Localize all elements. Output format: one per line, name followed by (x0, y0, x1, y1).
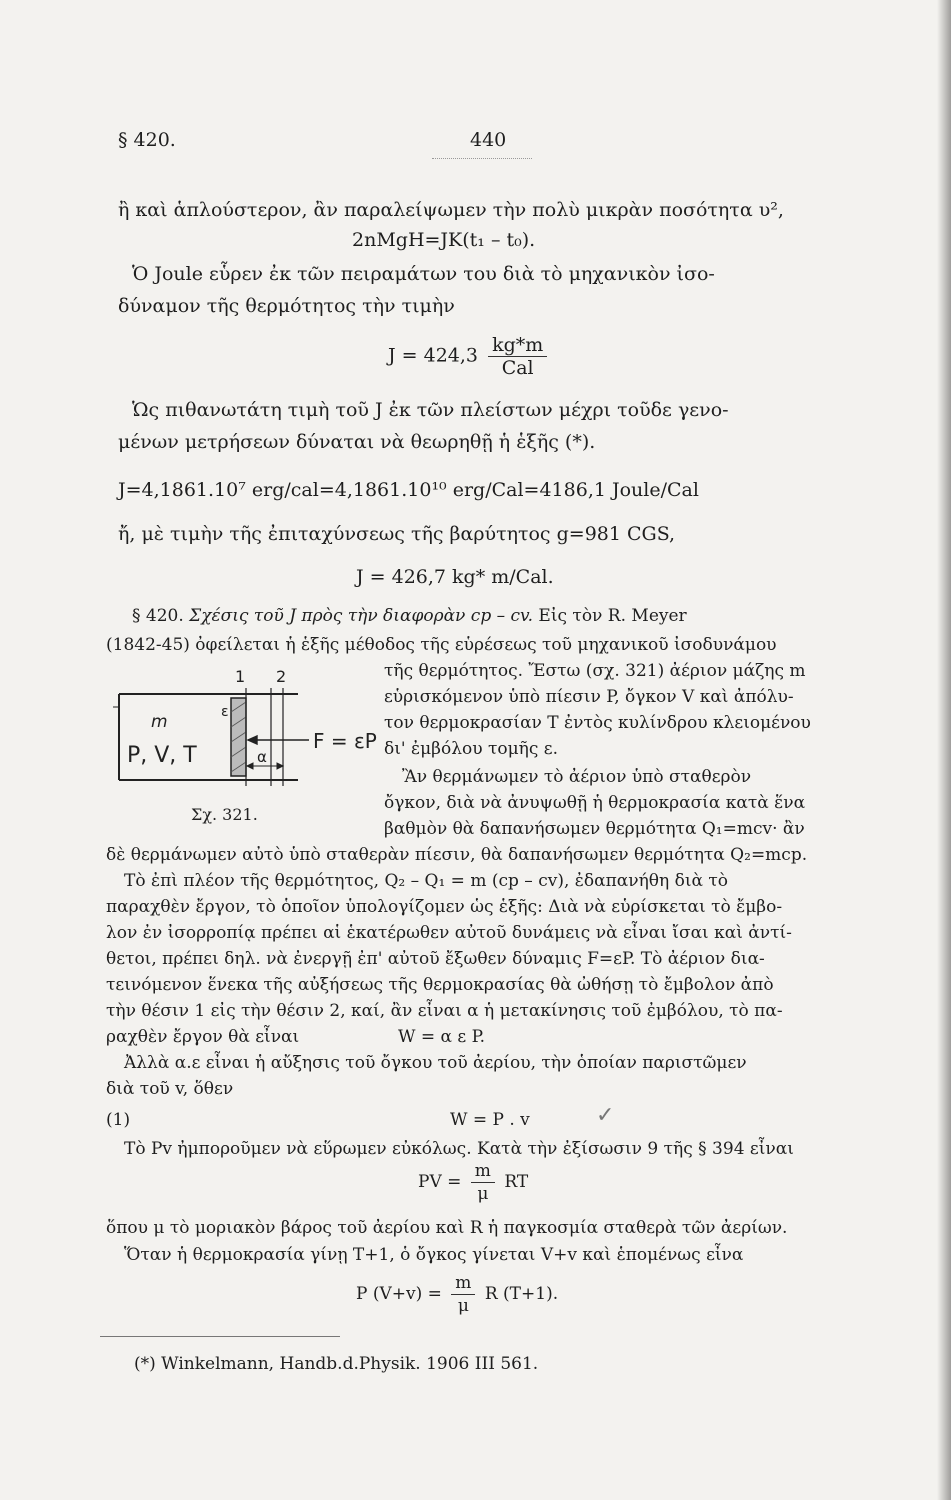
position-label-1: 1 (235, 667, 246, 686)
body-line: λον ἐν ἰσορροπίᾳ πρέπει αἱ ἑκατέρωθεν αὐτοῦ δυνάμεις νὰ εἶναι ἴσαι καὶ ἀντί- (106, 923, 792, 943)
body-line: παραχθὲν ἔργον, τὸ ὁποῖον ὑπολογίζομεν ὡς ἑξῆς: Διὰ νὰ εὑρίσκεται τὸ ἔμβο- (106, 897, 783, 917)
position-markers (246, 688, 283, 786)
fraction-denominator: μ (457, 1296, 469, 1316)
equation-line: J=4,1861.10⁷ erg/cal=4,1861.10¹⁰ erg/Cal=4186,1 Joule/Cal (118, 479, 699, 501)
mass-label: m (151, 712, 168, 732)
body-line: ἢ καὶ ἁπλούστερον, ἂν παραλείψωμεν τὴν πολὺ μικρὰν ποσότητα υ², (118, 199, 784, 221)
checkmark-annotation-icon: ✓ (596, 1103, 615, 1128)
equation-line: 2nMgH=JK(t₁ – t₀). (352, 229, 536, 251)
footnote-rule (100, 1336, 340, 1337)
body-line: δι' ἐμβόλου τομῆς ε. (384, 739, 558, 759)
section-intro: Εἰς τὸν R. Meyer (538, 606, 687, 626)
page-number: 440 (470, 129, 507, 151)
equation-lhs: J = 424,3 (388, 344, 479, 367)
body-line: βαθμὸν θὰ δαπανήσωμεν θερμότητα Q₁=mcv· ἂν (384, 819, 805, 839)
body-line: ἤ, μὲ τιμὴν τῆς ἐπιταχύνσεως τῆς βαρύτητος g=981 CGS, (118, 523, 676, 545)
section-ref: § 420. (132, 606, 184, 626)
body-line: ὄγκον, διὰ νὰ ἀνυψωθῇ ἡ θερμοκρασία κατὰ ἕνα (384, 793, 806, 813)
equation-rhs: RT (504, 1172, 529, 1192)
fraction-denominator: Cal (501, 357, 534, 379)
area-label: ε (221, 704, 229, 720)
body-line: Ὁ Joule εὗρεν ἐκ τῶν πειραμάτων του διὰ τὸ μηχανικὸν ἰσο- (132, 263, 715, 285)
section-title: Σχέσις τοῦ J πρὸς τὴν διαφορὰν cp – cv. (189, 606, 534, 626)
body-line: εὑρισκόμενον ὑπὸ πίεσιν P, ὄγκον V καὶ ἀπόλυ- (384, 687, 794, 707)
position-label-2: 2 (276, 667, 287, 686)
equation-line: J = 426,7 kg* m/Cal. (356, 566, 554, 588)
state-label: P, V, T (127, 743, 197, 768)
force-label: F = εP (313, 729, 377, 753)
body-line: Ὅταν ἡ θερμοκρασία γίνῃ T+1, ὁ ὄγκος γίνεται V+v καὶ ἑπομένως εἶνα (124, 1245, 744, 1265)
body-line: τον θερμοκρασίαν T ἐντὸς κυλίνδρου κλειομένου (384, 713, 811, 733)
figure-caption: Σχ. 321. (191, 805, 258, 824)
fraction-numerator: m (451, 1272, 475, 1295)
fraction (488, 334, 547, 379)
body-line: (1842-45) ὀφείλεται ἡ ἑξῆς μέθοδος τῆς εὑρέσεως τοῦ μηχανικοῦ ἰσοδυνάμου (106, 635, 777, 655)
fraction (471, 1160, 495, 1205)
body-line: Τὸ ἐπὶ πλέον τῆς θερμότητος, Q₂ – Q₁ = m (cp – cv), ἐδαπανήθη διὰ τὸ (124, 871, 729, 891)
body-line: Τὸ Pv ἠμποροῦμεν νὰ εὕρωμεν εὐκόλως. Κατὰ τὴν ἐξίσωσιν 9 τῆς § 394 εἶναι (124, 1139, 794, 1159)
force-arrow (248, 736, 309, 744)
section-number: § 420. (118, 129, 176, 151)
fraction-numerator: m (471, 1160, 495, 1183)
equation-inline: W = α ε P. (398, 1027, 486, 1047)
body-line: τεινόμενον ἕνεκα τῆς αὐξήσεως τῆς θερμοκρασίας θὰ ὠθήσῃ τὸ ἔμβολον ἀπὸ (106, 975, 774, 995)
page-edge-shadow (937, 0, 951, 1500)
body-line: δὲ θερμάνωμεν αὐτὸ ὑπὸ σταθερὰν πίεσιν, θὰ δαπανήσωμεν θερμότητα Q₂=mcp. (106, 845, 808, 865)
displacement-label: α (257, 748, 267, 766)
equation-ideal-gas (418, 1160, 528, 1205)
header-rule (432, 158, 532, 159)
body-line: Ἀλλὰ α.ε εἶναι ἡ αὔξησις τοῦ ὄγκου τοῦ ἀερίου, τὴν ὁποίαν παριστῶμεν (124, 1053, 747, 1073)
equation-rhs: R (T+1). (484, 1284, 559, 1304)
equation-lhs: P (V+v) = (356, 1284, 442, 1304)
section-heading-line (132, 604, 687, 628)
body-line: ὅπου μ τὸ μοριακὸν βάρος τοῦ ἀερίου καὶ R ἡ παγκοσμία σταθερὰ τῶν ἀερίων. (106, 1218, 788, 1238)
equation-heated-gas (356, 1272, 558, 1317)
body-line: δύναμον τῆς θερμότητος τὴν τιμὴν (118, 295, 455, 317)
body-line: θετοι, πρέπει δηλ. νὰ ἐνεργῇ ἐπ' αὐτοῦ ἔξωθεν δύναμις F=εP. Τὸ ἀέριον δια- (106, 949, 765, 969)
body-line: διὰ τοῦ v, ὅθεν (106, 1079, 234, 1099)
body-line: ραχθὲν ἔργον θὰ εἶναι (106, 1027, 300, 1047)
body-line: Ὡς πιθανωτάτη τιμὴ τοῦ J ἐκ τῶν πλείστων μέχρι τοῦδε γενο- (132, 399, 729, 421)
body-line: Ἂν θερμάνωμεν τὸ ἀέριον ὑπὸ σταθερὸν (402, 767, 752, 787)
equation-joule-value (388, 334, 551, 379)
body-line: τῆς θερμότητος. Ἔστω (σχ. 321) ἀέριον μάζης m (384, 661, 806, 681)
body-line: τὴν θέσιν 1 εἰς τὴν θέσιν 2, καί, ἂν εἶναι α ἡ μετακίνησις τοῦ ἐμβόλου, τὸ πα- (106, 1001, 783, 1021)
equation-number: (1) (106, 1110, 131, 1130)
equation-line: W = P . v (450, 1110, 530, 1130)
fraction (451, 1272, 475, 1317)
body-line: μένων μετρήσεων δύναται νὰ θεωρηθῇ ἡ ἑξῆς (*). (118, 431, 596, 453)
fraction-numerator: kg*m (488, 334, 547, 357)
equation-lhs: PV = (418, 1172, 462, 1192)
footnote: (*) Winkelmann, Handb.d.Physik. 1906 III 561. (134, 1354, 539, 1374)
figure-cylinder-diagram (113, 662, 383, 837)
fraction-denominator: μ (477, 1184, 489, 1204)
